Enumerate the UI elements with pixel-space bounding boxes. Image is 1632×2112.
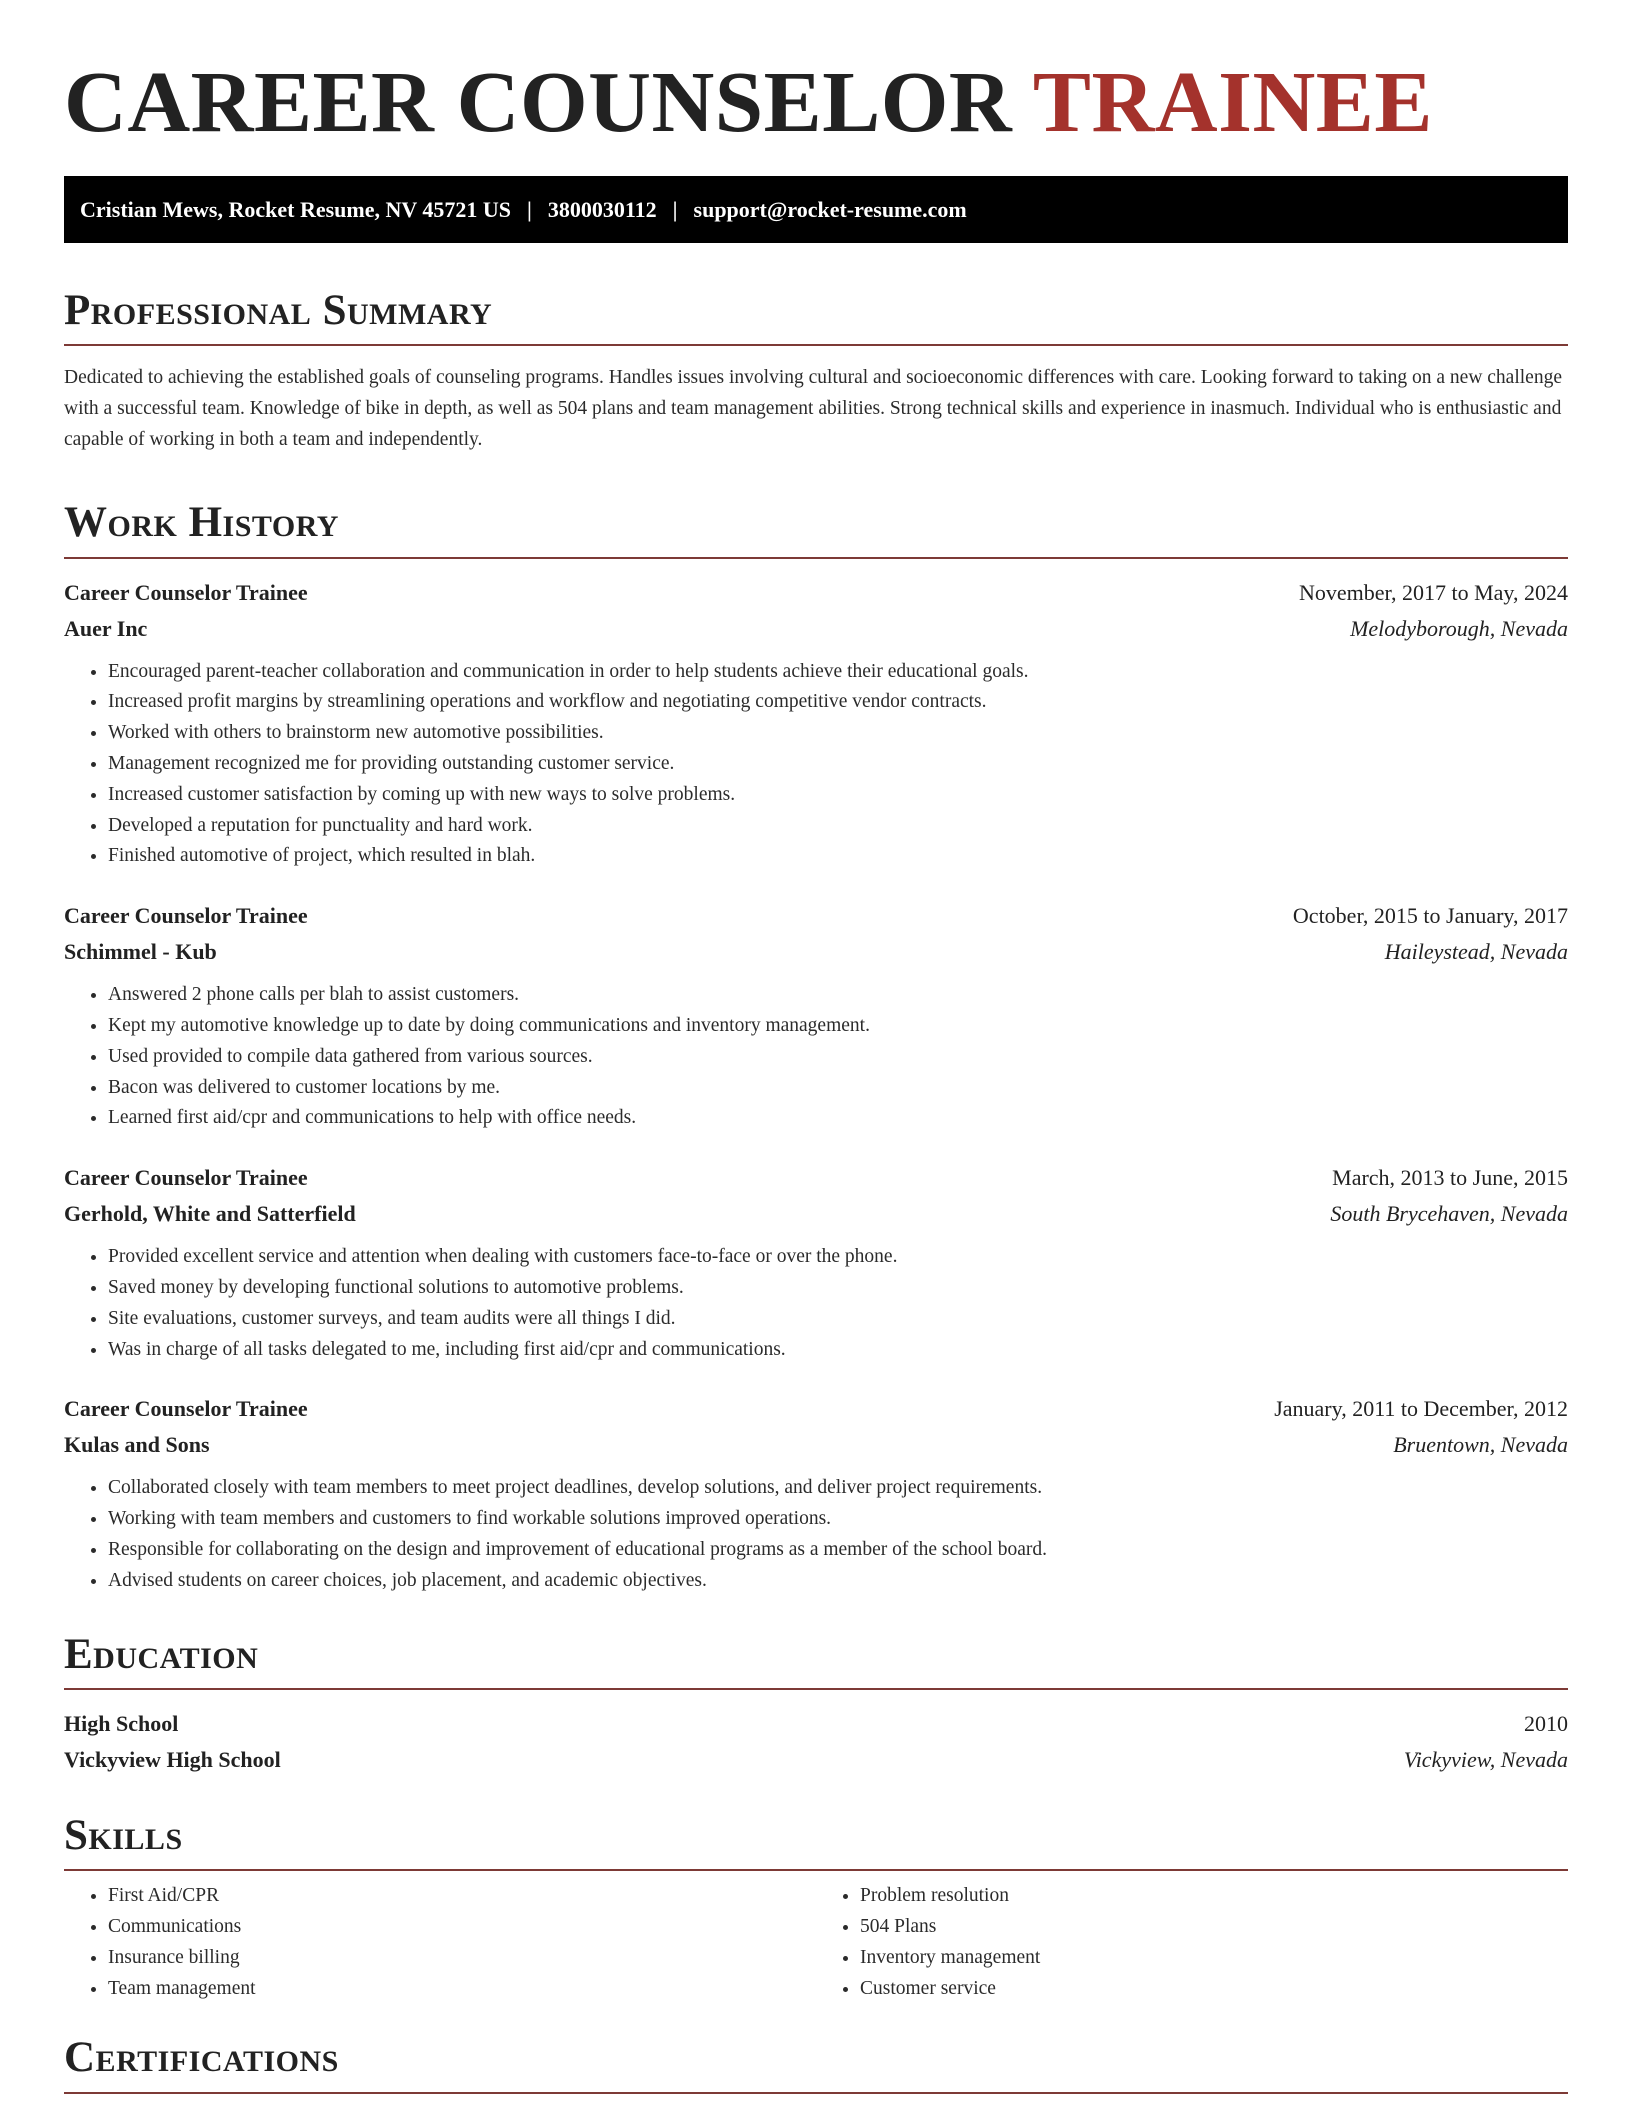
list-item: • Customer service	[860, 1974, 1568, 2005]
job-bullets	[64, 980, 1568, 1134]
job-location: Bruentown, Nevada	[1393, 1432, 1568, 1458]
skills-section	[64, 1812, 1568, 2004]
job-bullets	[64, 657, 1568, 873]
job-dates: October, 2015 to January, 2017	[1292, 903, 1568, 929]
job-title: Career Counselor Trainee	[64, 1165, 308, 1191]
education-entry	[64, 1706, 1568, 1778]
list-item: • Inventory management	[860, 1943, 1568, 1974]
list-item: • Developed a reputation for punctuality and hard work.	[108, 811, 1568, 842]
education-year: 2010	[1524, 1710, 1568, 1736]
summary-heading: Professional Summary	[64, 287, 1568, 346]
list-item: • Saved money by developing functional solutions to automotive problems.	[108, 1273, 1568, 1304]
education-section	[64, 1631, 1568, 1778]
list-item: • Used provided to compile data gathered from various sources.	[108, 1042, 1568, 1073]
contact-separator: |	[672, 196, 678, 222]
job-entry	[64, 575, 1568, 873]
list-item: • Team management	[108, 1974, 816, 2005]
contact-address: Cristian Mews, Rocket Resume, NV 45721 US	[80, 196, 511, 222]
work-history-section	[64, 499, 1568, 1596]
list-item: • Provided excellent service and attention when dealing with customers face-to-face or over the phone.	[108, 1242, 1568, 1273]
list-item: • Answered 2 phone calls per blah to assist customers.	[108, 980, 1568, 1011]
skills-list-right	[816, 1881, 1568, 2004]
contact-phone: 3800030112	[547, 196, 657, 222]
list-item: • Learned first aid/cpr and communications to help with office needs.	[108, 1103, 1568, 1134]
job-location: Melodyborough, Nevada	[1350, 615, 1568, 641]
list-item: • Bacon was delivered to customer locations by me.	[108, 1073, 1568, 1104]
list-item: • Finished automotive of project, which resulted in blah.	[108, 841, 1568, 872]
list-item: • Was in charge of all tasks delegated to me, including first aid/cpr and communications.	[108, 1335, 1568, 1366]
list-item: • Site evaluations, customer surveys, and team audits were all things I did.	[108, 1304, 1568, 1335]
list-item: • Kept my automotive knowledge up to date by doing communications and inventory management.	[108, 1011, 1568, 1042]
list-item: • Working with team members and customers to find workable solutions improved operations.	[108, 1504, 1568, 1535]
job-location: South Brycehaven, Nevada	[1330, 1201, 1568, 1227]
list-item: • 504 Plans	[860, 1912, 1568, 1943]
job-location: Haileystead, Nevada	[1384, 939, 1568, 965]
title-main: CAREER COUNSELOR	[64, 53, 1013, 150]
contact-separator: |	[527, 196, 532, 222]
list-item: • First Aid/CPR	[108, 1881, 816, 1912]
job-dates: January, 2011 to December, 2012	[1274, 1396, 1568, 1422]
resume-title	[64, 50, 1568, 156]
list-item: • Management recognized me for providing outstanding customer service.	[108, 749, 1568, 780]
education-location: Vickyview, Nevada	[1403, 1746, 1568, 1772]
job-company: Auer Inc	[64, 615, 148, 641]
contact-bar	[64, 176, 1568, 243]
job-bullets	[64, 1242, 1568, 1365]
job-entry	[64, 1160, 1568, 1365]
list-item: • Advised students on career choices, job placement, and academic objectives.	[108, 1566, 1568, 1597]
list-item: • Encouraged parent-teacher collaboration and communication in order to help students achieve their educational goals.	[108, 657, 1568, 688]
job-company: Gerhold, White and Satterfield	[64, 1201, 356, 1227]
job-dates: November, 2017 to May, 2024	[1299, 579, 1568, 605]
job-dates: March, 2013 to June, 2015	[1332, 1165, 1568, 1191]
job-company: Schimmel - Kub	[64, 939, 217, 965]
title-accent: TRAINEE	[1032, 53, 1433, 150]
job-bullets	[64, 1473, 1568, 1596]
list-item: • Collaborated closely with team members to meet project deadlines, develop solutions, and deliver project requirements.	[108, 1473, 1568, 1504]
certifications-heading: Certifications	[64, 2034, 1568, 2093]
job-entry	[64, 1391, 1568, 1596]
education-heading: Education	[64, 1631, 1568, 1690]
summary-section	[64, 287, 1568, 455]
resume-page	[64, 0, 1568, 2094]
summary-text: Dedicated to achieving the established goals of counseling programs. Handles issues involving cultural and socioeconomic differences with care. Looking forward to taking on a new challenge with a successful team. Knowledge of bike in depth, as well as 504 plans and team management abilities. Strong technical skills and experience in inasmuch. Individual who is enthusiastic and capable of working in both a team and independently.	[64, 367, 1562, 451]
education-school: Vickyview High School	[64, 1746, 281, 1772]
job-title: Career Counselor Trainee	[64, 903, 308, 929]
list-item: • Increased profit margins by streamlining operations and workflow and negotiating competitive vendor contracts.	[108, 687, 1568, 718]
list-item: • Problem resolution	[860, 1881, 1568, 1912]
job-company: Kulas and Sons	[64, 1432, 210, 1458]
education-degree: High School	[64, 1710, 179, 1736]
list-item: • Worked with others to brainstorm new automotive possibilities.	[108, 718, 1568, 749]
skills-grid	[64, 1881, 1568, 2004]
job-title: Career Counselor Trainee	[64, 1396, 308, 1422]
job-title: Career Counselor Trainee	[64, 579, 308, 605]
skills-heading: Skills	[64, 1812, 1568, 1871]
certifications-section	[64, 2034, 1568, 2093]
work-history-heading: Work History	[64, 499, 1568, 558]
list-item: • Responsible for collaborating on the design and improvement of educational programs as a member of the school board.	[108, 1535, 1568, 1566]
contact-email: support@rocket-resume.com	[693, 196, 967, 222]
skills-list-left	[64, 1881, 816, 2004]
list-item: • Insurance billing	[108, 1943, 816, 1974]
list-item: • Communications	[108, 1912, 816, 1943]
job-entry	[64, 898, 1568, 1134]
list-item: • Increased customer satisfaction by coming up with new ways to solve problems.	[108, 780, 1568, 811]
